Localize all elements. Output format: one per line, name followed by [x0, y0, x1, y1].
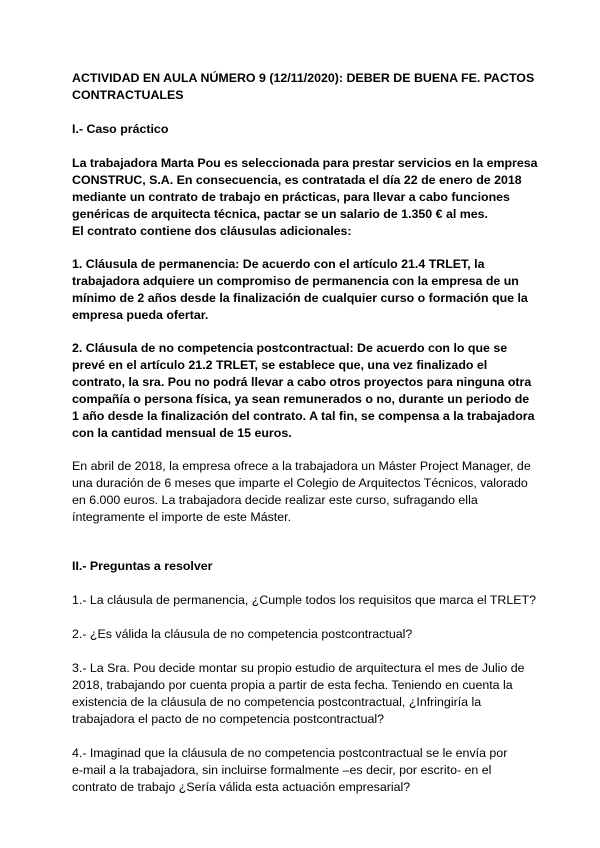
- text-line: compañía o persona física, ya sean remunerados o no, durante un periodo de: [72, 392, 530, 406]
- text-line: 2. Cláusula de no competencia postcontractual: De acuerdo con lo que se: [72, 341, 508, 355]
- text-line: trabajadora el pacto de no competencia postcontractual?: [72, 712, 385, 726]
- title-line: CONTRACTUALES: [72, 88, 184, 102]
- text-line: 3.- La Sra. Pou decide montar su propio estudio de arquitectura el mes de Julio de: [72, 661, 525, 675]
- text-line: íntegramente el importe de este Máster.: [72, 510, 292, 524]
- text-line: con la cantidad mensual de 15 euros.: [72, 426, 292, 440]
- text-line: 2.- ¿Es válida la cláusula de no competencia postcontractual?: [72, 627, 413, 641]
- text-line: empresa pueda ofertar.: [72, 308, 209, 322]
- text-line: 4.- Imaginad que la cláusula de no competencia postcontractual se le envía por: [72, 746, 508, 760]
- text-line: prevé en el artículo 21.2 TRLET, se establece que, una vez finalizado el: [72, 358, 488, 372]
- clause-permanence-paragraph: [72, 256, 542, 324]
- title-line: ACTIVIDAD EN AULA NÚMERO 9 (12/11/2020): DEBER DE BUENA FE. PACTOS: [72, 71, 535, 85]
- text-line: CONSTRUC, S.A. En consecuencia, es contratada el día 22 de enero de 2018: [72, 173, 522, 187]
- text-line: En abril de 2018, la empresa ofrece a la trabajadora un Máster Project Manager, de: [72, 459, 531, 473]
- section-heading-case: I.- Caso práctico: [72, 122, 169, 136]
- text-line: una duración de 6 meses que imparte el Colegio de Arquitectos Técnicos, valorado: [72, 476, 528, 490]
- text-line: e-mail a la trabajadora, sin incluirse formalmente –es decir, por escrito- en el: [72, 763, 492, 777]
- text-line: en 6.000 euros. La trabajadora decide realizar este curso, sufragando ella: [72, 493, 478, 507]
- text-line: El contrato contiene dos cláusulas adicionales:: [72, 224, 352, 238]
- document-page: [72, 70, 542, 796]
- question-4: [72, 745, 542, 796]
- text-line: trabajadora adquiere un compromiso de permanencia con la empresa de un: [72, 274, 519, 288]
- master-paragraph: [72, 458, 542, 526]
- text-line: mínimo de 2 años desde la finalización de cualquier curso o formación que la: [72, 291, 528, 305]
- question-1: [72, 592, 542, 609]
- case-intro-paragraph: [72, 155, 542, 240]
- text-line: contrato, la sra. Pou no podrá llevar a cabo otros proyectos para ninguna otra: [72, 375, 532, 389]
- text-line: La trabajadora Marta Pou es seleccionada para prestar servicios en la empresa: [72, 156, 538, 170]
- question-2: [72, 626, 542, 643]
- text-line: 1. Cláusula de permanencia: De acuerdo con el artículo 21.4 TRLET, la: [72, 257, 485, 271]
- text-line: 1.- La cláusula de permanencia, ¿Cumple todos los requisitos que marca el TRLET?: [72, 593, 536, 607]
- question-3: [72, 660, 542, 728]
- text-line: 2018, trabajando por cuenta propia a partir de esta fecha. Teniendo en cuenta la: [72, 678, 513, 692]
- text-line: 1 año desde la finalización del contrato. A tal fin, se compensa a la trabajadora: [72, 409, 535, 423]
- text-line: genéricas de arquitecta técnica, pactar se un salario de 1.350 € al mes.: [72, 207, 488, 221]
- section-heading-questions: II.- Preguntas a resolver: [72, 559, 213, 573]
- text-line: mediante un contrato de trabajo en prácticas, para llevar a cabo funciones: [72, 190, 510, 204]
- text-line: existencia de la cláusula de no competencia postcontractual, ¿Infringiría la: [72, 695, 482, 709]
- clause-noncompete-paragraph: [72, 340, 542, 442]
- document-title: [72, 70, 542, 104]
- text-line: contrato de trabajo ¿Sería válida esta actuación empresarial?: [72, 780, 411, 794]
